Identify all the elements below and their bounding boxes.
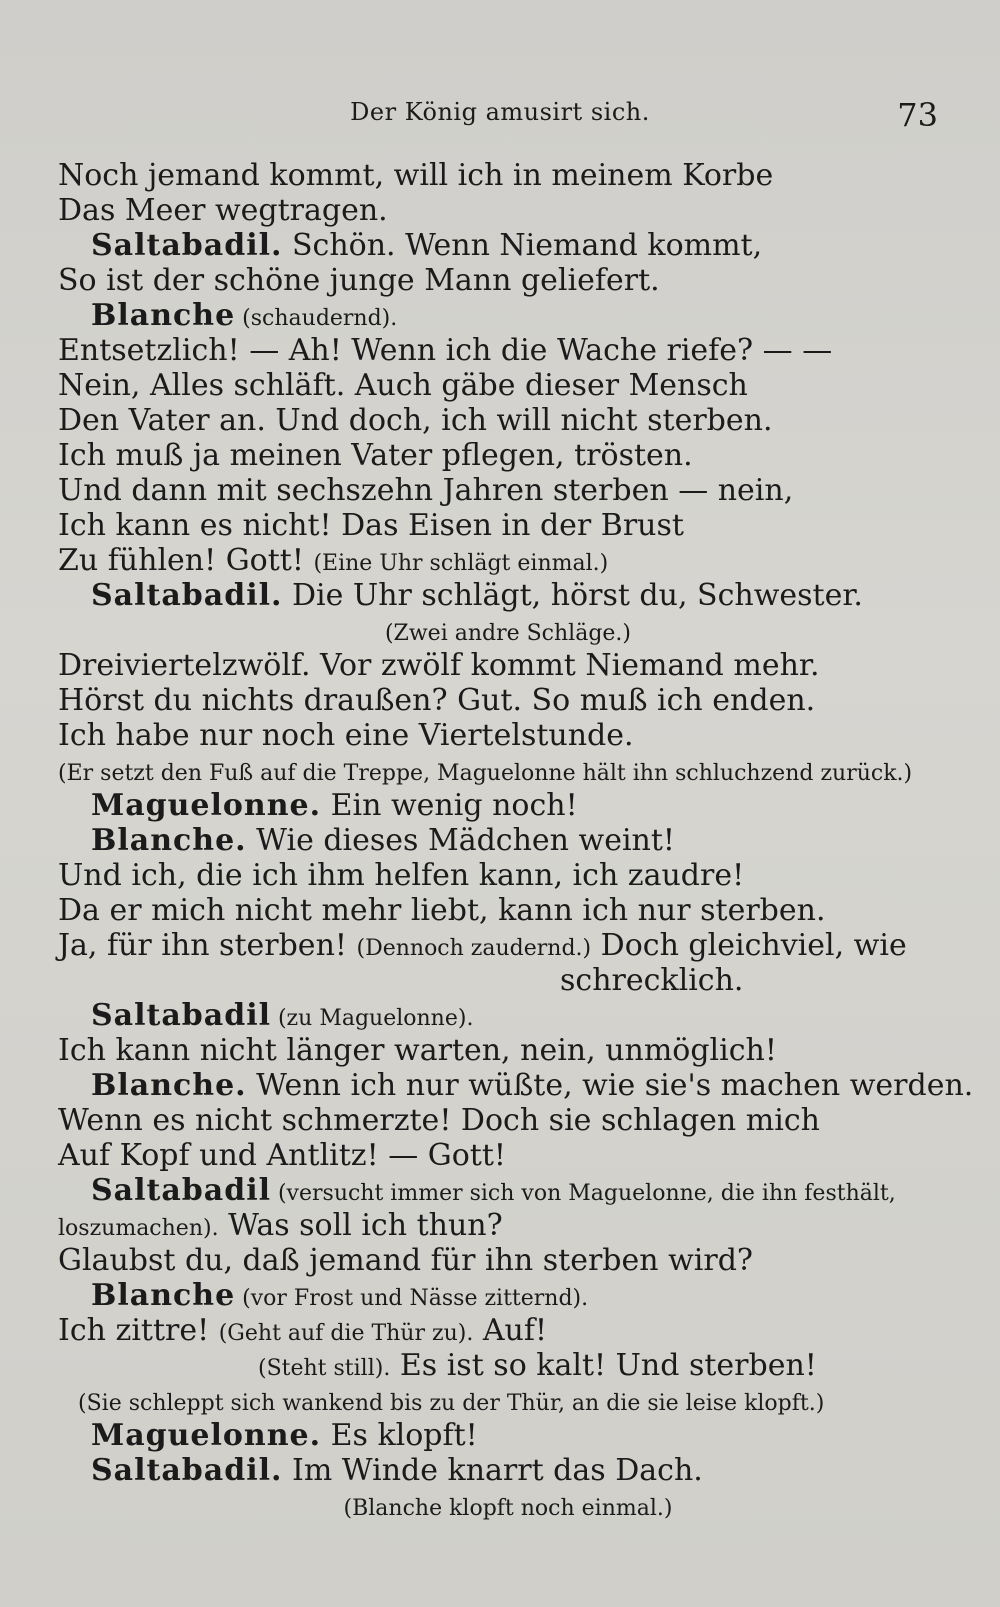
verse-line: Noch jemand kommt, will ich in meinem Korbe	[58, 158, 774, 193]
dialogue-line: Blanche. Wie dieses Mädchen weint!	[91, 823, 675, 858]
stage-direction: (Er setzt den Fuß auf die Treppe, Maguelonne hält ihn schluchzend zurück.)	[58, 761, 913, 786]
dialogue-line: Saltabadil. Im Winde knarrt das Dach.	[91, 1453, 703, 1488]
dialogue-line: Saltabadil. Schön. Wenn Niemand kommt,	[91, 228, 763, 263]
speaker-name: Blanche	[91, 298, 236, 333]
stage-direction: (Geht auf die Thür zu).	[218, 1321, 474, 1346]
speaker-name: Saltabadil	[91, 1173, 271, 1208]
dialogue-line	[58, 1173, 958, 1208]
stage-direction-line	[58, 613, 958, 648]
verse-line: So ist der schöne junge Mann geliefert.	[58, 263, 660, 298]
running-title: Der König amusirt sich.	[350, 98, 650, 126]
verse-line: Zu fühlen! Gott! (Eine Uhr schlägt einmal.)	[58, 543, 609, 578]
stage-direction-line	[58, 753, 958, 788]
verse-line: Auf Kopf und Antlitz! — Gott!	[58, 1138, 506, 1173]
speaker-name: Maguelonne.	[91, 1418, 322, 1453]
stage-direction: (zu Maguelonne).	[270, 1006, 474, 1031]
dialogue-line	[58, 1278, 958, 1313]
verse-line: Ich zittre! (Geht auf die Thür zu). Auf!	[58, 1313, 547, 1348]
stage-direction: (versucht immer sich von Maguelonne, die ihn festhält,	[270, 1181, 896, 1206]
verse-line: Das Meer wegtragen.	[58, 193, 388, 228]
speaker-name: Blanche.	[91, 1068, 247, 1103]
verse-line: Da er mich nicht mehr liebt, kann ich nur sterben.	[58, 893, 826, 928]
stage-direction-line	[58, 1488, 958, 1523]
dialogue-line: Maguelonne. Ein wenig noch!	[91, 788, 578, 823]
stage-direction-line	[58, 1383, 958, 1418]
stage-direction: (Zwei andre Schläge.)	[384, 621, 632, 646]
verse-line: Nein, Alles schläft. Auch gäbe dieser Mensch	[58, 368, 748, 403]
verse-line-continuation: schrecklich.	[560, 963, 744, 998]
speaker-name: Saltabadil.	[91, 228, 283, 263]
stage-direction: (Steht still).	[258, 1356, 391, 1381]
verse-line: Hörst du nichts draußen? Gut. So muß ich enden.	[58, 683, 816, 718]
verse-line: Dreiviertelzwölf. Vor zwölf kommt Niemand mehr.	[58, 648, 820, 683]
verse-line: Ja, für ihn sterben! (Dennoch zaudernd.) Doch gleichviel, wie	[58, 928, 907, 963]
speaker-name: Blanche	[91, 1278, 236, 1313]
stage-direction: (Eine Uhr schlägt einmal.)	[313, 551, 609, 576]
verse-line: Ich kann nicht länger warten, nein, unmöglich!	[58, 1033, 777, 1068]
stage-direction: loszumachen).	[58, 1216, 219, 1241]
speaker-name: Maguelonne.	[91, 788, 322, 823]
verse-line: loszumachen). Was soll ich thun?	[58, 1208, 503, 1243]
dialogue-line: Saltabadil. Die Uhr schlägt, hörst du, Schwester.	[91, 578, 863, 613]
verse-line: Und dann mit sechszehn Jahren sterben — nein,	[58, 473, 794, 508]
dialogue-line	[58, 298, 958, 333]
dialogue-line	[58, 998, 958, 1033]
stage-direction: (schaudernd).	[235, 306, 398, 331]
page-header	[0, 98, 1000, 138]
stage-direction: (Blanche klopft noch einmal.)	[343, 1496, 673, 1521]
play-text	[58, 158, 974, 1523]
speaker-name: Saltabadil.	[91, 1453, 283, 1488]
verse-line: Entsetzlich! — Ah! Wenn ich die Wache riefe? — —	[58, 333, 833, 368]
dialogue-line: Maguelonne. Es klopft!	[91, 1418, 478, 1453]
speaker-name: Blanche.	[91, 823, 247, 858]
stage-direction: (Sie schleppt sich wankend bis zu der Thür, an die sie leise klopft.)	[78, 1391, 825, 1416]
verse-line: Glaubst du, daß jemand für ihn sterben wird?	[58, 1243, 754, 1278]
dialogue-line: Blanche. Wenn ich nur wüßte, wie sie's machen werden.	[91, 1068, 974, 1103]
page-number: 73	[897, 96, 938, 134]
verse-line: (Steht still). Es ist so kalt! Und sterben!	[258, 1348, 817, 1383]
speaker-name: Saltabadil	[91, 998, 271, 1033]
verse-line: Ich muß ja meinen Vater pflegen, trösten.	[58, 438, 693, 473]
stage-direction: (Dennoch zaudernd.)	[356, 936, 592, 961]
verse-line: Ich kann es nicht! Das Eisen in der Brust	[58, 508, 684, 543]
stage-direction: (vor Frost und Nässe zitternd).	[235, 1286, 589, 1311]
speaker-name: Saltabadil.	[91, 578, 283, 613]
verse-line: Wenn es nicht schmerzte! Doch sie schlagen mich	[58, 1103, 820, 1138]
verse-line: Den Vater an. Und doch, ich will nicht sterben.	[58, 403, 773, 438]
verse-line: Ich habe nur noch eine Viertelstunde.	[58, 718, 634, 753]
verse-line: Und ich, die ich ihm helfen kann, ich zaudre!	[58, 858, 745, 893]
